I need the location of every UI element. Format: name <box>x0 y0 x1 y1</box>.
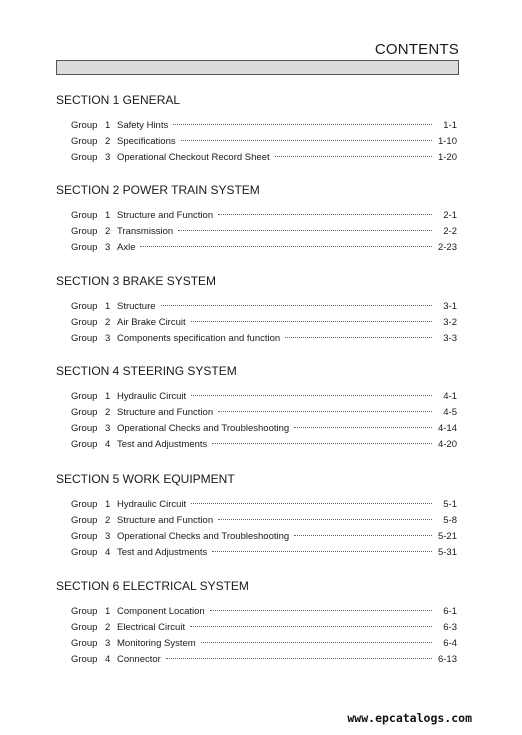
item-name: Test and Adjustments <box>117 547 208 558</box>
toc-row[interactable] <box>56 315 457 331</box>
group-label: Group <box>71 391 98 402</box>
toc-list <box>56 118 457 166</box>
toc-list <box>56 389 457 453</box>
page-number: 6-4 <box>443 638 457 649</box>
group-label: Group <box>71 317 98 328</box>
toc-row[interactable] <box>56 224 457 240</box>
dot-leader <box>181 140 432 141</box>
section-6 <box>56 578 457 668</box>
group-number: 3 <box>105 242 111 253</box>
group-number: 1 <box>105 120 111 131</box>
group-label: Group <box>71 515 98 526</box>
group-number: 3 <box>105 638 111 649</box>
page-number: 5-21 <box>437 531 457 542</box>
group-label: Group <box>71 120 98 131</box>
group-label: Group <box>71 226 98 237</box>
page-number: 2-2 <box>443 226 457 237</box>
dot-leader <box>178 230 432 231</box>
dot-leader <box>210 610 432 611</box>
toc-row[interactable] <box>56 134 457 150</box>
dot-leader <box>191 321 432 322</box>
section-title: SECTION 6 ELECTRICAL SYSTEM <box>56 579 249 593</box>
item-name: Transmission <box>117 226 174 237</box>
dot-leader <box>161 305 432 306</box>
section-title: SECTION 5 WORK EQUIPMENT <box>56 472 235 486</box>
toc-row[interactable] <box>56 240 457 256</box>
item-name: Structure and Function <box>117 210 214 221</box>
group-number: 3 <box>105 333 111 344</box>
item-name: Connector <box>117 654 161 665</box>
item-name: Hydraulic Circuit <box>117 391 187 402</box>
toc-row[interactable] <box>56 437 457 453</box>
group-label: Group <box>71 407 98 418</box>
toc-row[interactable] <box>56 545 457 561</box>
group-number: 4 <box>105 547 111 558</box>
dot-leader <box>173 124 432 125</box>
group-label: Group <box>71 547 98 558</box>
toc-row[interactable] <box>56 529 457 545</box>
page-number: 4-5 <box>443 407 457 418</box>
item-name: Components specification and function <box>117 333 281 344</box>
toc-row[interactable] <box>56 497 457 513</box>
section-title: SECTION 1 GENERAL <box>56 93 181 107</box>
group-number: 1 <box>105 606 111 617</box>
group-number: 2 <box>105 317 111 328</box>
item-name: Operational Checks and Troubleshooting <box>117 531 290 542</box>
item-name: Operational Checks and Troubleshooting <box>117 423 290 434</box>
group-label: Group <box>71 242 98 253</box>
toc-row[interactable] <box>56 513 457 529</box>
toc-row[interactable] <box>56 405 457 421</box>
group-number: 3 <box>105 423 111 434</box>
group-label: Group <box>71 622 98 633</box>
section-1 <box>56 92 457 166</box>
page-number: 4-1 <box>443 391 457 402</box>
dot-leader <box>285 337 432 338</box>
page-number: 2-23 <box>437 242 457 253</box>
item-name: Operational Checkout Record Sheet <box>117 152 270 163</box>
group-number: 3 <box>105 152 111 163</box>
group-number: 2 <box>105 515 111 526</box>
item-name: Safety Hints <box>117 120 169 131</box>
page-number: 4-20 <box>437 439 457 450</box>
toc-row[interactable] <box>56 652 457 668</box>
item-name: Hydraulic Circuit <box>117 499 187 510</box>
toc-row[interactable] <box>56 299 457 315</box>
page-number: 6-13 <box>437 654 457 665</box>
toc-list <box>56 604 457 668</box>
section-title: SECTION 4 STEERING SYSTEM <box>56 364 237 378</box>
dot-leader <box>212 443 432 444</box>
group-number: 1 <box>105 210 111 221</box>
page-number: 6-1 <box>443 606 457 617</box>
page-number: 5-8 <box>443 515 457 526</box>
toc-row[interactable] <box>56 620 457 636</box>
page-number: 3-2 <box>443 317 457 328</box>
group-number: 2 <box>105 622 111 633</box>
section-2 <box>56 182 457 256</box>
dot-leader <box>140 246 432 247</box>
item-name: Test and Adjustments <box>117 439 208 450</box>
dot-leader <box>212 551 432 552</box>
toc-row[interactable] <box>56 331 457 347</box>
dot-leader <box>191 503 432 504</box>
dot-leader <box>166 658 432 659</box>
toc-row[interactable] <box>56 636 457 652</box>
page-number: 1-20 <box>437 152 457 163</box>
group-number: 4 <box>105 654 111 665</box>
toc-row[interactable] <box>56 604 457 620</box>
group-number: 4 <box>105 439 111 450</box>
toc-row[interactable] <box>56 150 457 166</box>
watermark-link[interactable]: www.epcatalogs.com <box>347 711 472 725</box>
group-label: Group <box>71 439 98 450</box>
group-label: Group <box>71 638 98 649</box>
toc-row[interactable] <box>56 389 457 405</box>
toc-list <box>56 208 457 256</box>
item-name: Electrical Circuit <box>117 622 186 633</box>
page-number: 6-3 <box>443 622 457 633</box>
page-number: 1-1 <box>443 120 457 131</box>
dot-leader <box>294 427 432 428</box>
item-name: Structure <box>117 301 156 312</box>
group-number: 2 <box>105 407 111 418</box>
section-3 <box>56 273 457 347</box>
item-name: Specifications <box>117 136 176 147</box>
item-name: Monitoring System <box>117 638 196 649</box>
page-number: 4-14 <box>437 423 457 434</box>
group-number: 3 <box>105 531 111 542</box>
group-number: 2 <box>105 136 111 147</box>
toc-list <box>56 299 457 347</box>
group-label: Group <box>71 606 98 617</box>
item-name: Structure and Function <box>117 407 214 418</box>
group-label: Group <box>71 531 98 542</box>
toc-row[interactable] <box>56 118 457 134</box>
group-number: 1 <box>105 499 111 510</box>
section-4 <box>56 363 457 453</box>
dot-leader <box>294 535 432 536</box>
group-number: 1 <box>105 391 111 402</box>
group-label: Group <box>71 333 98 344</box>
dot-leader <box>218 214 432 215</box>
item-name: Structure and Function <box>117 515 214 526</box>
group-number: 1 <box>105 301 111 312</box>
toc-row[interactable] <box>56 208 457 224</box>
group-label: Group <box>71 654 98 665</box>
dot-leader <box>191 395 432 396</box>
toc-row[interactable] <box>56 421 457 437</box>
page-number: 5-31 <box>437 547 457 558</box>
group-label: Group <box>71 210 98 221</box>
item-name: Component Location <box>117 606 205 617</box>
group-label: Group <box>71 301 98 312</box>
page-number: 1-10 <box>437 136 457 147</box>
page-number: 3-1 <box>443 301 457 312</box>
page-number: 3-3 <box>443 333 457 344</box>
item-name: Air Brake Circuit <box>117 317 186 328</box>
page-title: CONTENTS <box>374 41 459 58</box>
dot-leader <box>275 156 432 157</box>
title-bar <box>56 60 459 75</box>
section-title: SECTION 2 POWER TRAIN SYSTEM <box>56 183 260 197</box>
dot-leader <box>218 411 432 412</box>
toc-list <box>56 497 457 561</box>
group-label: Group <box>71 423 98 434</box>
item-name: Axle <box>117 242 136 253</box>
dot-leader <box>201 642 432 643</box>
page-number: 2-1 <box>443 210 457 221</box>
group-label: Group <box>71 499 98 510</box>
group-label: Group <box>71 136 98 147</box>
dot-leader <box>218 519 432 520</box>
section-5 <box>56 471 457 561</box>
dot-leader <box>190 626 432 627</box>
group-label: Group <box>71 152 98 163</box>
page-number: 5-1 <box>443 499 457 510</box>
group-number: 2 <box>105 226 111 237</box>
section-title: SECTION 3 BRAKE SYSTEM <box>56 274 217 288</box>
